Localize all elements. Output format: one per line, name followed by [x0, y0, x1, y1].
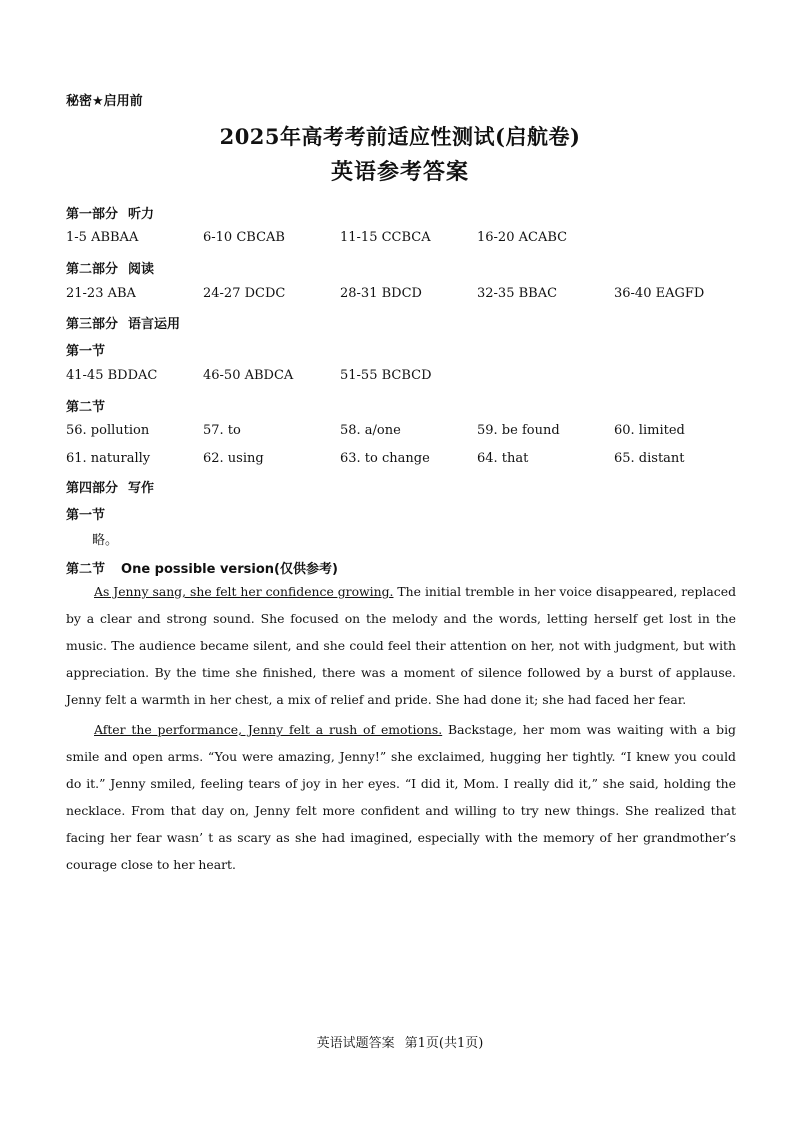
confidential-label: 秘密★启用前 — [66, 94, 143, 109]
exam-title: 2025年高考考前适应性测试(启航卷) — [219, 124, 581, 149]
part3-name: 语言运用 — [128, 317, 181, 332]
part3-s2-answer-63: 63. to change — [340, 451, 430, 466]
part3-title: 第三部分 — [66, 317, 119, 332]
part2-title: 第二部分 — [66, 262, 119, 277]
paragraph-1-lead-sentence: As Jenny sang, she felt her confidence growing. — [94, 584, 394, 599]
part2-name: 阅读 — [128, 262, 155, 277]
exam-subtitle: 英语参考答案 — [330, 160, 469, 185]
part2-answer-2: 24-27 DCDC — [203, 286, 286, 301]
part1-name: 听力 — [128, 207, 155, 222]
part3-section1-heading: 第一节 — [66, 344, 106, 359]
part1-answer-4: 16-20 ACABC — [477, 230, 568, 245]
part3-s2-answer-57: 57. to — [203, 423, 241, 438]
part4-section1-heading: 第一节 — [66, 508, 106, 523]
part2-answer-5: 36-40 EAGFD — [614, 286, 705, 301]
model-essay-paragraph-1 — [66, 578, 736, 713]
part3-s2-answer-60: 60. limited — [614, 423, 685, 438]
part2-answer-4: 32-35 BBAC — [477, 286, 558, 301]
part3-s1-answer-1: 41-45 BDDAC — [66, 368, 158, 383]
part2-answer-1: 21-23 ABA — [66, 286, 136, 301]
footer-doc-name: 英语试题答案 — [316, 1036, 395, 1051]
part4-heading — [66, 477, 154, 496]
part1-answer-1: 1-5 ABBAA — [66, 230, 139, 245]
model-essay-label: One possible version(仅供参考) — [121, 562, 338, 577]
part3-s2-answer-65: 65. distant — [614, 451, 685, 466]
part1-answer-3: 11-15 CCBCA — [340, 230, 431, 245]
part3-heading — [66, 313, 180, 332]
paragraph-1-body: The initial tremble in her voice disappeared, replaced by a clear and strong sound. She focused on the melody and the words, letting herself get lost in the music. The audience became silent, and she could feel their attention on her, not with judgment, but with appreciation. By the time she finished, there was a moment of silence followed by a burst of applause. Jenny felt a warmth in her chest, a mix of relief and pride. She had done it; she had faced her fear. — [66, 584, 736, 707]
part1-title: 第一部分 — [66, 207, 119, 222]
part3-s1-answer-3: 51-55 BCBCD — [340, 368, 432, 383]
model-essay-paragraph-2 — [66, 716, 736, 878]
part1-heading — [66, 203, 154, 222]
part4-section2-title: 第二节 — [66, 562, 106, 577]
part4-section2-heading — [66, 558, 338, 577]
part3-s1-answer-2: 46-50 ABDCA — [203, 368, 294, 383]
part3-s2-answer-61: 61. naturally — [66, 451, 151, 466]
part3-section2-heading: 第二节 — [66, 400, 106, 415]
part3-s2-answer-56: 56. pollution — [66, 423, 150, 438]
paragraph-2-body: Backstage, her mom was waiting with a big smile and open arms. “You were amazing, Jenny!” she exclaimed, hugging her tightly. “I knew you could do it.” Jenny smiled, feeling tears of joy in her eyes. “I did it, Mom. I really did it,” she said, holding the necklace. From that day on, Jenny felt more confident and willing to try new things. She realized that facing her fear wasn’ t as scary as she had imagined, especially with the memory of her grandmother’s courage close to her heart. — [66, 722, 736, 872]
part4-title: 第四部分 — [66, 481, 119, 496]
part1-answer-2: 6-10 CBCAB — [203, 230, 285, 245]
part3-s2-answer-59: 59. be found — [477, 423, 560, 438]
page-footer — [0, 1032, 800, 1051]
part3-s2-answer-58: 58. a/one — [340, 423, 401, 438]
footer-page-info: 第1页(共1页) — [404, 1036, 484, 1051]
part4-name: 写作 — [128, 481, 155, 496]
paragraph-2-lead-sentence: After the performance, Jenny felt a rush of emotions. — [94, 722, 443, 737]
part2-heading — [66, 258, 154, 277]
part2-answer-3: 28-31 BDCD — [340, 286, 422, 301]
part3-s2-answer-62: 62. using — [203, 451, 264, 466]
part4-section1-content: 略。 — [92, 533, 119, 548]
part3-s2-answer-64: 64. that — [477, 451, 529, 466]
